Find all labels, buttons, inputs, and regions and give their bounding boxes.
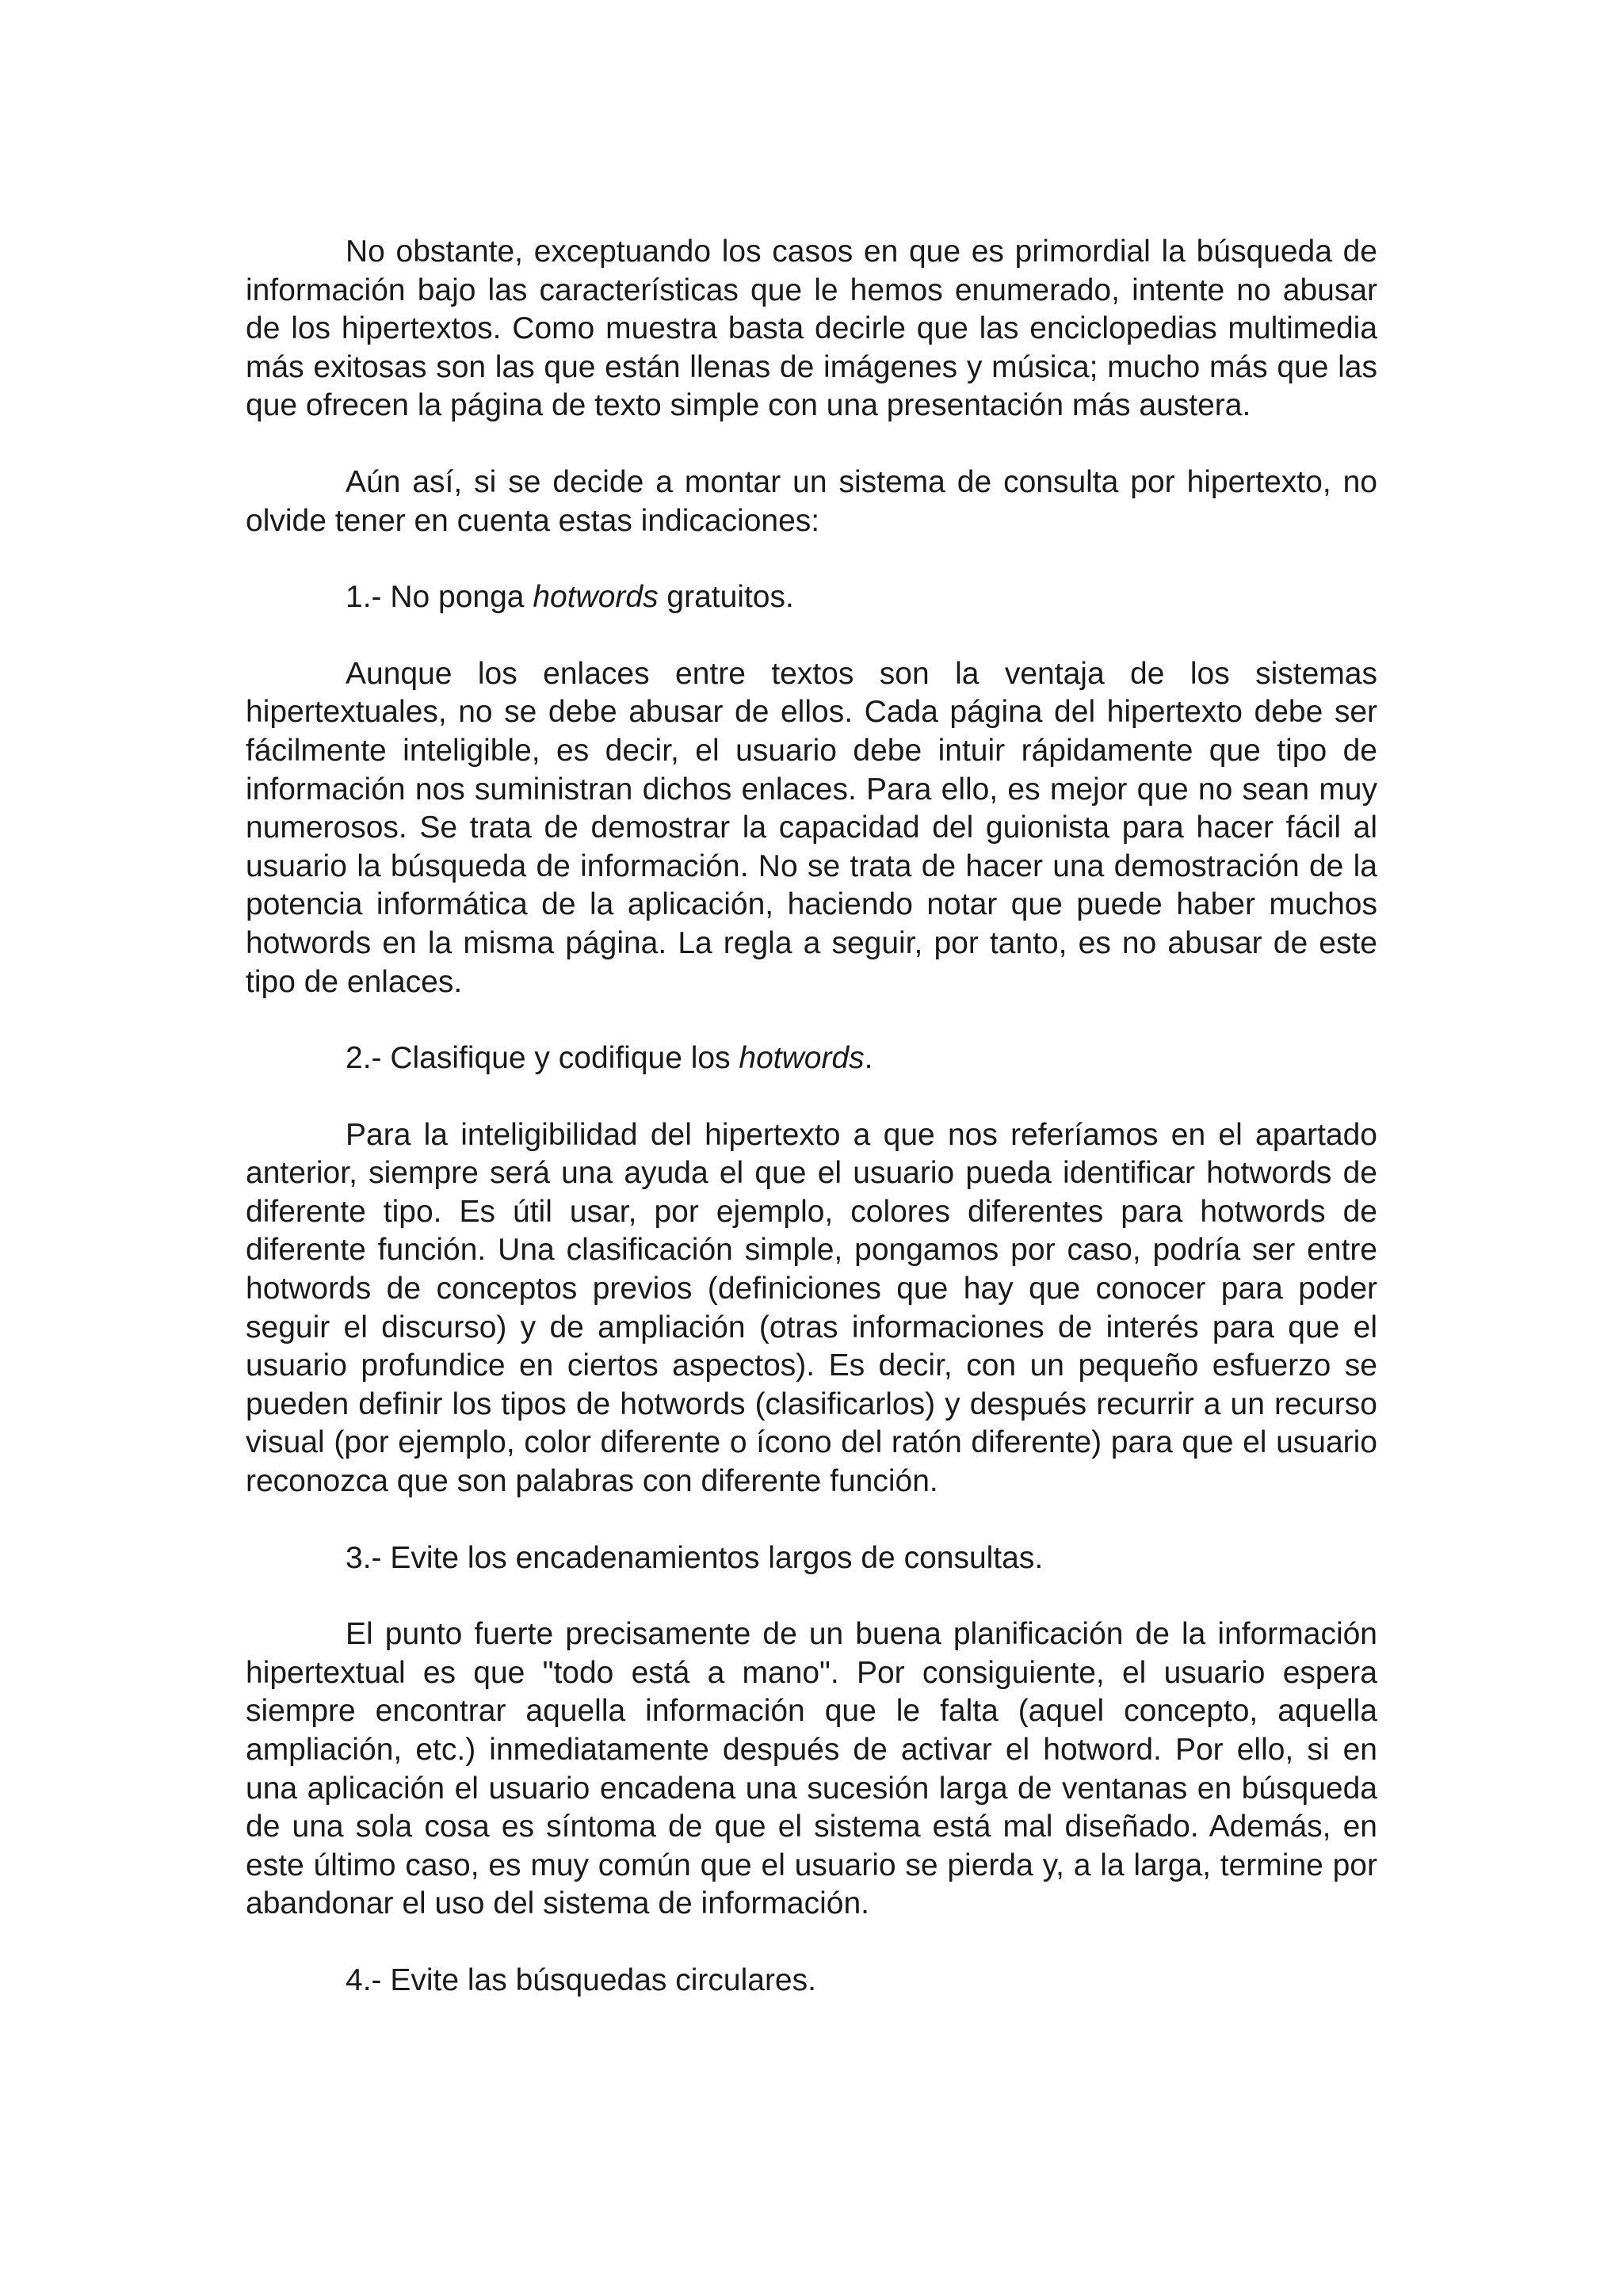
heading-item-1	[246, 578, 1377, 617]
paragraph-item-2: Para la inteligibilidad del hipertexto a que nos referíamos en el apartado anterior, siempre será una ayuda el que el usuario pueda identificar hotwords de diferente tipo. Es útil usar, por ejemplo, colores diferentes para hotwords de diferente función. Una clasificación simple, pongamos por caso, podría ser entre hotwords de conceptos previos (definiciones que hay que conocer para poder seguir el discurso) y de ampliación (otras informaciones de interés para que el usuario profundice en ciertos aspectos). Es decir, con un pequeño esfuerzo se pueden definir los tipos de hotwords (clasificarlos) y después recurrir a un recurso visual (por ejemplo, color diferente o ícono del ratón diferente) para que el usuario reconozca que son palabras con diferente función.	[246, 1117, 1377, 1499]
heading-item-2	[246, 1039, 1377, 1078]
paragraph-item-3: El punto fuerte precisamente de un buena planificación de la información hipertextual es que "todo está a mano". Por consiguiente, el usuario espera siempre encontrar aquella información que le falta (aquel concepto, aquella ampliación, etc.) inmediatamente después de activar el hotword. Por ello, si en una aplicación el usuario encadena una sucesión larga de ventanas en búsqueda de una sola cosa es síntoma de que el sistema está mal diseñado. Además, en este último caso, es muy común que el usuario se pierda y, a la larga, termine por abandonar el uso del sistema de información.	[246, 1617, 1377, 1921]
heading-item-4	[246, 1962, 1377, 2000]
document-page	[246, 233, 1377, 2039]
heading-item-3-prefix: 3.- Evite los encadenamientos largos de consultas.	[346, 1540, 1044, 1575]
paragraph-indicaciones: Aún así, si se decide a montar un sistema de consulta por hipertexto, no olvide tener en cuenta estas indicaciones:	[246, 464, 1377, 538]
heading-item-3	[246, 1539, 1377, 1578]
heading-item-1-emphasis: hotwords	[533, 580, 659, 615]
heading-item-2-suffix: .	[864, 1041, 873, 1076]
heading-item-4-prefix: 4.- Evite las búsquedas circulares.	[346, 1962, 816, 1997]
heading-item-2-prefix: 2.- Clasifique y codifique los	[346, 1041, 739, 1076]
paragraph-item-1: Aunque los enlaces entre textos son la ventaja de los sistemas hipertextuales, no se debe abusar de ellos. Cada página del hipertexto debe ser fácilmente inteligible, es decir, el usuario debe intuir rápidamente que tipo de información nos suministran dichos enlaces. Para ello, es mejor que no sean muy numerosos. Se trata de demostrar la capacidad del guionista para hacer fácil al usuario la búsqueda de información. No se trata de hacer una demostración de la potencia informática de la aplicación, haciendo notar que puede haber muchos hotwords en la misma página. La regla a seguir, por tanto, es no abusar de este tipo de enlaces.	[246, 656, 1377, 999]
heading-item-2-emphasis: hotwords	[739, 1041, 865, 1076]
paragraph-intro: No obstante, exceptuando los casos en que es primordial la búsqueda de información bajo las características que le hemos enumerado, intente no abusar de los hipertextos. Como muestra basta decirle que las enciclopedias multimedia más exitosas son las que están llenas de imágenes y música; mucho más que las que ofrecen la página de texto simple con una presentación más austera.	[246, 235, 1377, 423]
heading-item-1-prefix: 1.- No ponga	[346, 580, 533, 615]
heading-item-1-suffix: gratuitos.	[658, 580, 794, 615]
